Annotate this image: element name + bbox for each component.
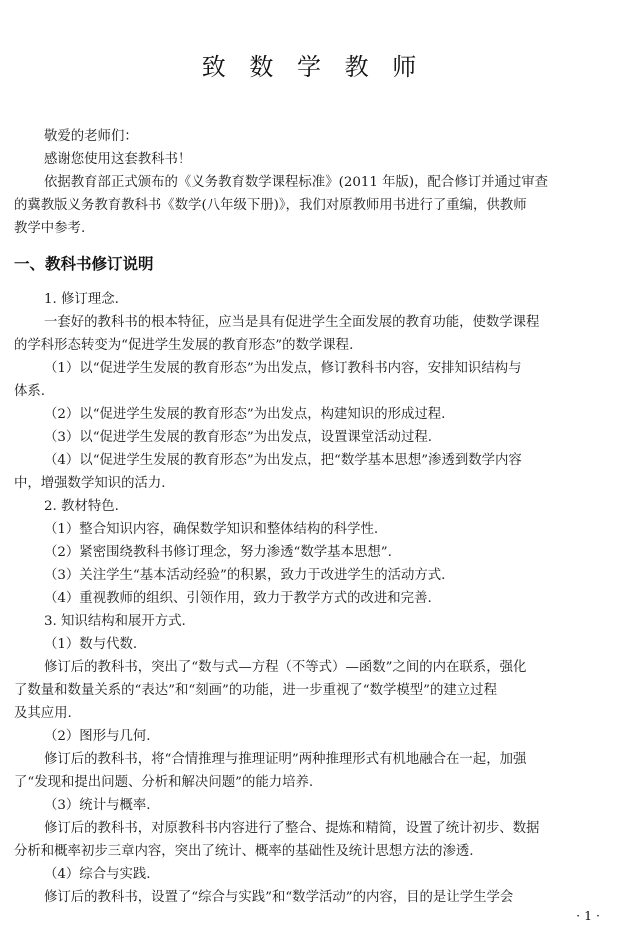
paragraph-line: 分析和概率初步三章内容，突出了统计、概率的基础性及统计思想方法的渗透. [14,844,474,859]
list-item: （2）以“促进学生发展的教育形态”为出发点，构建知识的形成过程. [44,407,446,422]
paragraph-line: 修订后的教科书，突出了“数与式—方程（不等式）—函数”之间的内在联系，强化 [44,660,527,675]
list-item-continuation: 中，增强数学知识的活力. [14,476,166,491]
list-item: （3）统计与概率. [44,798,151,813]
paragraph-line: 了“发现和提出问题、分析和解决问题”的能力培养. [14,775,314,790]
subsection-heading: 3. 知识结构和展开方式. [44,614,186,629]
paragraph-line: 修订后的教科书，对原教科书内容进行了整合、提炼和精简，设置了统计初步、数据 [44,821,540,836]
paragraph-line: 修订后的教科书，设置了“综合与实践”和“数学活动”的内容，目的是让学生学会 [44,890,514,905]
list-item: （3）以“促进学生发展的教育形态”为出发点，设置课堂活动过程. [44,430,433,445]
page-title: 致 数 学 教 师 [201,53,425,81]
intro-paragraph-line: 的冀教版义务教育教科书《数学(八年级下册)》，我们对原教师用书进行了重编，供教师 [14,198,527,213]
intro-paragraph-line: 教学中参考. [14,221,86,236]
list-item: （4）以“促进学生发展的教育形态”为出发点，把“数学基本思想”渗透到数学内容 [44,453,522,468]
subsection-heading: 1. 修订理念. [44,292,119,307]
list-item: （4）重视教师的组织、引领作用，致力于教学方式的改进和完善. [44,591,432,606]
list-item: （4）综合与实践. [44,867,151,882]
salutation: 敬爱的老师们： [44,129,138,144]
subsection-heading: 2. 教材特色. [44,499,119,514]
section-heading: 一、教科书修订说明 [14,255,154,273]
list-item: （1）整合知识内容，确保数学知识和整体结构的科学性. [44,522,379,537]
list-item: （2）图形与几何. [44,729,151,744]
intro-paragraph-line: 依据教育部正式颁布的《义务教育数学课程标准》(2011 年版)，配合修订并通过审查 [44,175,549,190]
list-item-continuation: 体系. [14,384,46,399]
page-number: · 1 · [576,908,600,923]
list-item: （2）紧密围绕教科书修订理念，努力渗透“数学基本思想”. [44,545,392,560]
list-item: （3）关注学生“基本活动经验”的积累，致力于改进学生的活动方式. [44,568,446,583]
list-item: （1）以“促进学生发展的教育形态”为出发点，修订教科书内容，安排知识结构与 [44,361,522,376]
list-item: （1）数与代数. [44,637,138,652]
paragraph-line: 及其应用. [14,706,72,721]
paragraph-line: 一套好的教科书的根本特征，应当是具有促进学生全面发展的教育功能，使数学课程 [44,315,540,330]
paragraph-line: 修订后的教科书，将“合情推理与推理证明”两种推理形式有机地融合在一起，加强 [44,752,527,767]
paragraph-line: 的学科形态转变为“促进学生发展的教育形态”的数学课程. [14,338,354,353]
paragraph-line: 了数量和数量关系的“表达”和“刻画”的功能，进一步重视了“数学模型”的建立过程 [14,683,497,698]
thanks-line: 感谢您使用这套教科书！ [44,152,192,167]
